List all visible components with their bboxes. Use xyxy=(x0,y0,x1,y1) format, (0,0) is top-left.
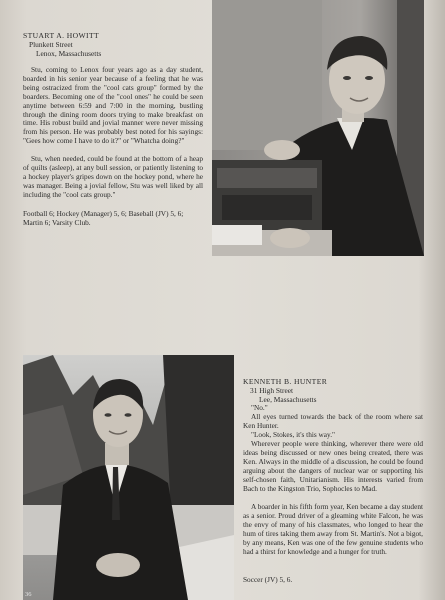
hunter-activities: Soccer (JV) 5, 6. xyxy=(243,575,293,584)
hunter-paragraph-1: "No." xyxy=(251,403,268,412)
howitt-address xyxy=(29,40,101,58)
hunter-city: Lee, Massachusetts xyxy=(259,395,317,404)
howitt-activities: Football 6; Hockey (Manager) 5, 6; Baseball (JV) 5, 6; Martin 6; Varsity Club. xyxy=(23,209,184,227)
howitt-portrait-image xyxy=(212,0,424,256)
hunter-paragraph-2: All eyes turned towards the back of the room where sat Ken Hunter. xyxy=(243,412,423,430)
hunter-paragraph-5: A boarder in his fifth form year, Ken became a day student as a senior. Proud driver of a gleaming white Falcon, he was the envy of many of his classmates, who longed to hear the hum of tires taking them away from St. Martin's. Not a bigot, by any means, Ken was one of the few genuine students who had a thirst for knowledge and a hunger for truth. xyxy=(243,502,423,556)
hunter-address xyxy=(250,386,316,404)
howitt-portrait-photo xyxy=(212,0,424,256)
howitt-paragraph-2: Stu, when needed, could be found at the bottom of a heap of quilts (asleep), at any bull session, or patiently listening to a hockey player's gripes down on the hockey pond, where he was manager. Being a jovial fellow, Stu was well liked by all including the "cool cats group." xyxy=(23,154,203,199)
hunter-portrait-image xyxy=(23,355,234,600)
howitt-name: STUART A. HOWITT xyxy=(23,31,100,40)
hunter-portrait-photo xyxy=(23,355,234,600)
hunter-name: KENNETH B. HUNTER xyxy=(243,377,328,386)
howitt-street: Plunkett Street xyxy=(29,40,73,49)
howitt-paragraph-1: Stu, coming to Lenox four years ago as a day student, boarded in his senior year because of a feeling that he was being ostracized from the "cool cats group" formed by the boarders. Becoming one of the "cool ones" he could be seen anytime between 6:59 and 7:00 in the morning, bustling through the dining room doors trying to make breakfast on time. His robust build and jovial manner were never missing from his person. He was probably best noted for his sayings: "Gees how come I have to do it?" or "Whatcha doing?" xyxy=(23,65,203,146)
hunter-paragraph-3: "Look, Stokes, it's this way." xyxy=(251,430,336,439)
page-number: 36 xyxy=(25,591,32,598)
hunter-street: 31 High Street xyxy=(250,386,294,395)
howitt-city: Lenox, Massachusetts xyxy=(36,49,102,58)
hunter-paragraph-4: Wherever people were thinking, wherever there were old ideas being discussed or new ones being created, there was Ken. Always in the middle of a discussion, he could be found arguing about the dangers of nuclear war or supporting his self-chosen faith, Unitarianism. His interests varied from Bach to the Kingston Trio, Sophocles to Mad. xyxy=(243,439,423,493)
